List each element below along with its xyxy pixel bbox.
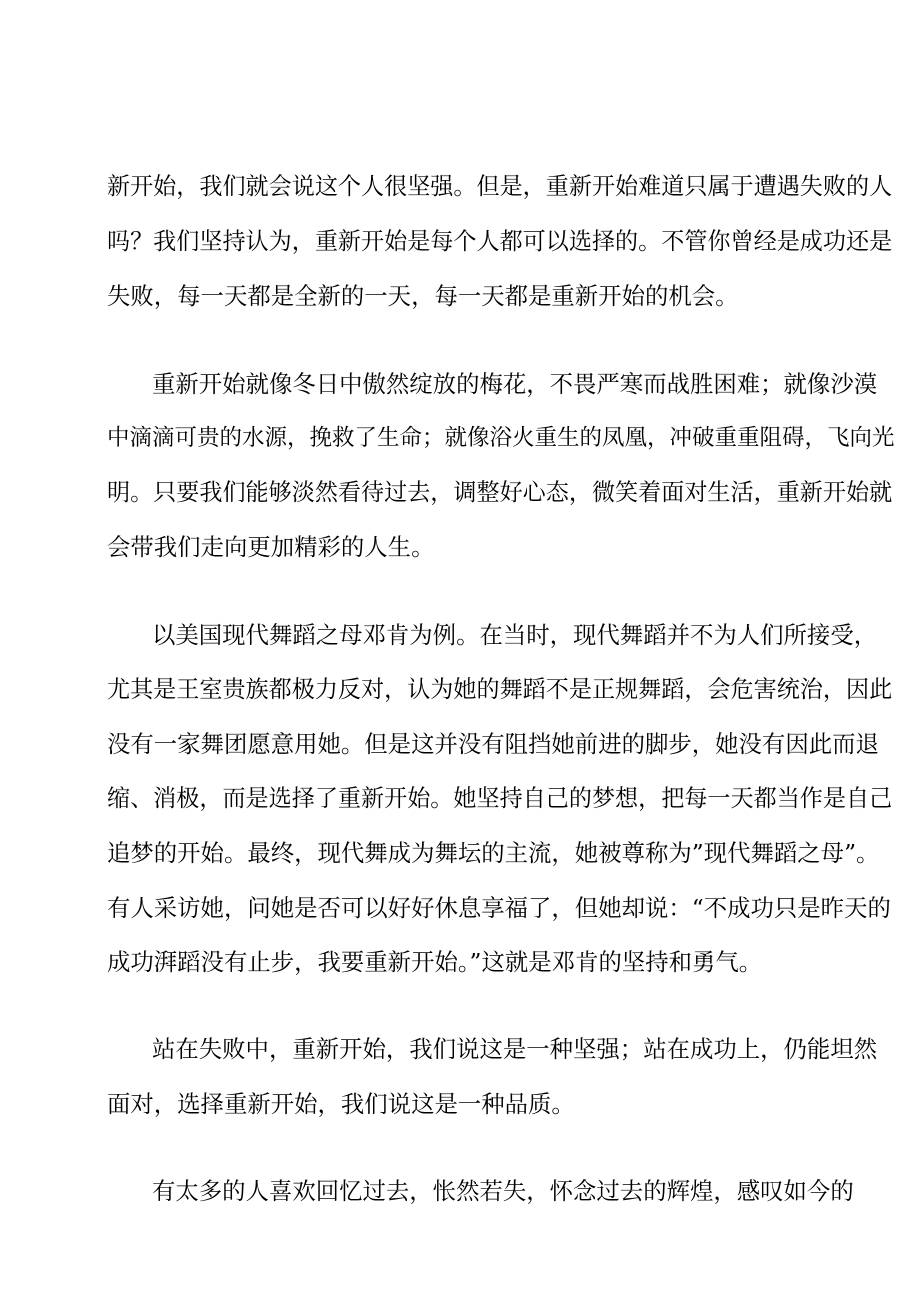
paragraph-2-line-2: 中滴滴可贵的水源，挽救了生命；就像浴火重生的凤凰，冲破重重阻碍，飞向光: [107, 425, 895, 451]
paragraph-3-line-2: 尤其是王室贵族都极力反对，认为她的舞蹈不是正规舞蹈，会危害统治，因此: [107, 677, 893, 703]
paragraph-4-line-1: 站在失败中，重新开始，我们说这是一种坚强；站在成功上，仍能坦然: [152, 1035, 878, 1063]
paragraph-3-line-7: 成功湃蹈没有止步，我要重新开始。”这就是邓肯的坚持和勇气。: [107, 948, 763, 976]
paragraph-3-line-5: 追梦的开始。最终，现代舞成为舞坛的主流，她被尊称为”现代舞蹈之母”。: [107, 839, 880, 867]
paragraph-1-line-2: 吗？我们坚持认为，重新开始是每个人都可以选择的。不管你曾经是成功还是: [107, 229, 893, 255]
paragraph-2-line-4: 会带我们走向更加精彩的人生。: [107, 533, 435, 561]
paragraph-3-line-4: 缩、消极，而是选择了重新开始。她坚持自己的梦想，把每一天都当作是自己: [107, 786, 893, 812]
paragraph-3-line-6: 有人采访她，问她是否可以好好休息享福了，但她却说：“不成功只是昨天的: [107, 894, 891, 922]
paragraph-2-line-1: 重新开始就像冬日中傲然绽放的梅花，不畏严寒而战胜困难；就像沙漠: [152, 370, 878, 398]
paragraph-3-line-1: 以美国现代舞蹈之母邓肯为例。在当时，现代舞蹈并不为人们所接受，: [152, 621, 878, 649]
paragraph-2-line-3: 明。只要我们能够淡然看待过去，调整好心态，微笑着面对生活，重新开始就: [107, 480, 893, 506]
paragraph-3-line-3: 没有一家舞团愿意用她。但是这并没有阻挡她前进的脚步，她没有因此而退: [107, 730, 879, 758]
paragraph-4-line-2: 面对，选择重新开始，我们说这是一种品质。: [107, 1090, 575, 1118]
paragraph-1-line-3: 失败，每一天都是全新的一天，每一天都是重新开始的机会。: [107, 282, 739, 310]
paragraph-1-line-1: 新开始，我们就会说这个人很坚强。但是，重新开始难道只属于遭遇失败的人: [107, 174, 893, 200]
paragraph-5-line-1: 有太多的人喜欢回忆过去，怅然若失，怀念过去的辉煌，感叹如今的: [152, 1177, 854, 1205]
